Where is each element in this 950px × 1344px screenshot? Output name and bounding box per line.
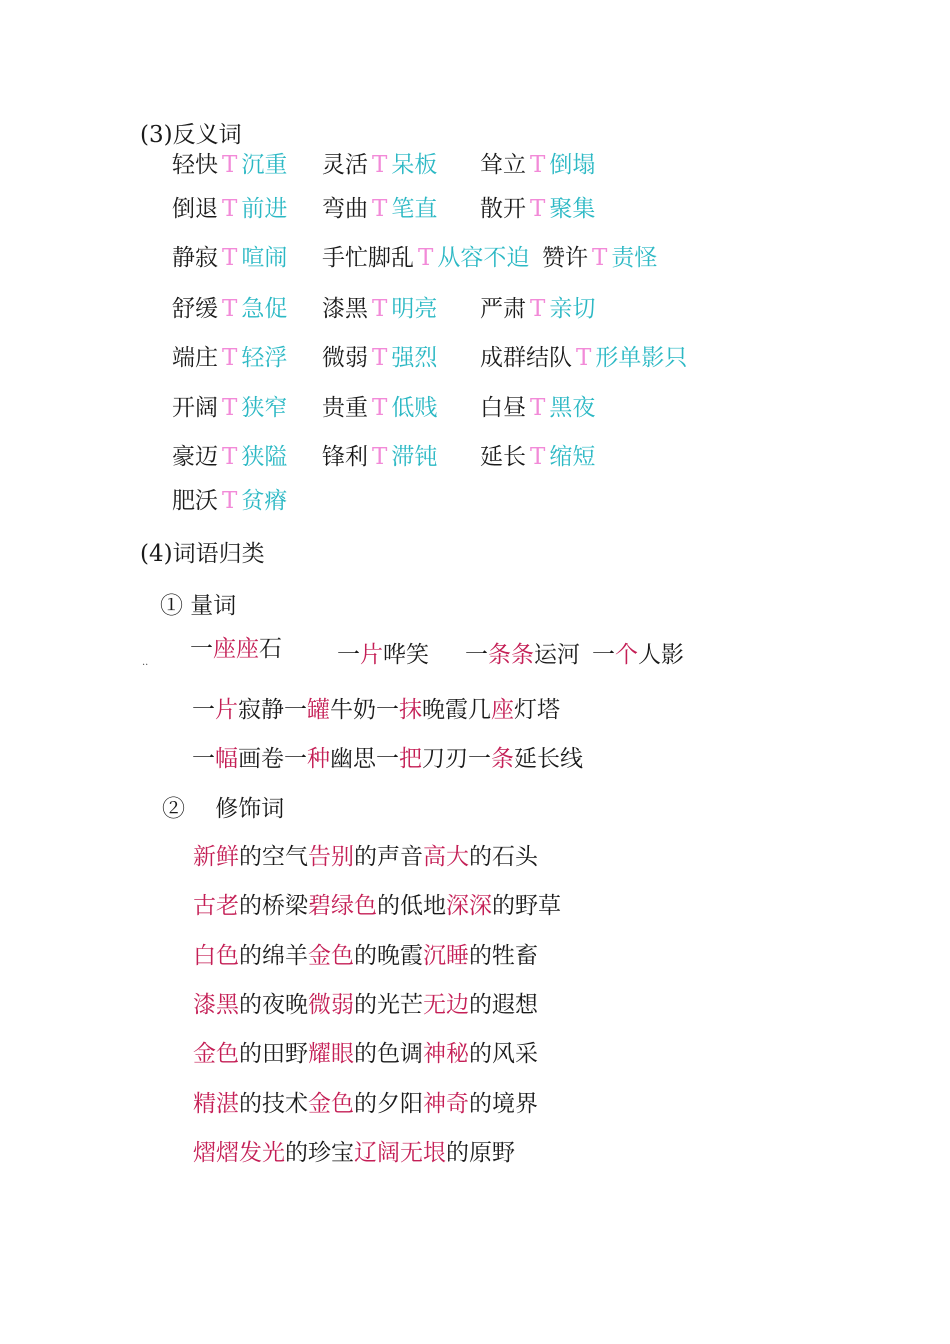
antonym-answer: 贫瘠 bbox=[241, 488, 288, 514]
antonym-word: 手忙脚乱 bbox=[322, 245, 414, 271]
modified-noun: 的桥梁 bbox=[239, 893, 308, 920]
phrase-noun: 画卷 bbox=[238, 746, 284, 772]
antonym-answer: 滞钝 bbox=[391, 444, 438, 470]
modifier-word: 高大 bbox=[423, 844, 469, 870]
antonym-answer: 狭隘 bbox=[241, 444, 288, 470]
measure-word-phrase bbox=[465, 636, 580, 669]
antonym-separator: T bbox=[222, 345, 238, 371]
modifier-phrase bbox=[423, 992, 538, 1018]
antonym-word: 开阔 bbox=[172, 395, 218, 421]
antonym-separator: T bbox=[222, 296, 238, 322]
modifier-phrase bbox=[308, 943, 423, 969]
antonym-separator: T bbox=[418, 245, 434, 271]
antonym-separator: T bbox=[222, 152, 238, 178]
phrase-prefix: 一 bbox=[337, 642, 360, 668]
modifier-word: 辽阔无垠 bbox=[354, 1139, 446, 1166]
modified-noun: 的夕阳 bbox=[354, 1090, 423, 1117]
modifier-row bbox=[193, 1035, 538, 1068]
antonym-word: 静寂 bbox=[172, 245, 218, 271]
measure-word-phrase bbox=[192, 746, 284, 772]
modifier-word: 无边 bbox=[423, 991, 469, 1018]
antonym-answer: 喧闹 bbox=[241, 245, 288, 271]
modified-noun: 的牲畜 bbox=[469, 942, 538, 969]
antonym-answer: 狭窄 bbox=[241, 395, 288, 421]
modifier-phrase bbox=[308, 1041, 423, 1067]
modified-noun: 的田野 bbox=[239, 1041, 308, 1068]
antonym-pair bbox=[322, 389, 437, 422]
modifier-phrase bbox=[423, 1091, 538, 1117]
antonym-pair bbox=[480, 438, 595, 471]
modifier-word: 告别 bbox=[308, 844, 354, 870]
modifier-row bbox=[193, 1085, 538, 1118]
antonyms-heading: (3)反义词 bbox=[140, 122, 242, 148]
modified-noun: 的夜晚 bbox=[239, 991, 308, 1018]
antonym-word: 端庄 bbox=[172, 345, 218, 371]
antonym-pair bbox=[172, 190, 287, 223]
modifier-word: 金色 bbox=[308, 1090, 354, 1117]
measure-word: 抹 bbox=[399, 697, 422, 723]
measure-word-phrase bbox=[284, 697, 376, 723]
antonym-separator: T bbox=[592, 245, 608, 271]
antonym-answer: 笔直 bbox=[391, 196, 438, 222]
measure-word-phrase bbox=[284, 746, 376, 772]
antonym-word: 豪迈 bbox=[172, 444, 218, 470]
measure-word-row bbox=[192, 740, 583, 773]
phrase-prefix: 一 bbox=[376, 697, 399, 723]
antonym-word: 灵活 bbox=[322, 152, 368, 178]
modifier-row bbox=[193, 1134, 515, 1167]
antonym-answer: 责怪 bbox=[611, 245, 658, 271]
antonym-answer: 急促 bbox=[241, 296, 288, 322]
phrase-noun: 运河 bbox=[534, 642, 580, 668]
antonym-separator: T bbox=[222, 395, 238, 421]
modified-noun: 的风采 bbox=[469, 1041, 538, 1068]
antonym-word: 舒缓 bbox=[172, 296, 218, 322]
phrase-noun: 哗笑 bbox=[383, 642, 429, 668]
antonym-pair bbox=[172, 482, 287, 515]
modifier-phrase bbox=[446, 893, 561, 919]
antonym-word: 贵重 bbox=[322, 395, 368, 421]
antonym-answer: 黑夜 bbox=[549, 395, 596, 421]
phrase-prefix: 一 bbox=[192, 746, 215, 772]
phrase-prefix: 一 bbox=[376, 746, 399, 772]
antonym-pair bbox=[172, 389, 287, 422]
modifier-word: 古老 bbox=[193, 893, 239, 920]
modifier-row bbox=[193, 986, 538, 1019]
modifier-phrase bbox=[193, 1041, 308, 1067]
antonym-pair bbox=[322, 438, 437, 471]
antonym-pair bbox=[172, 239, 287, 272]
phrase-noun: 幽思 bbox=[330, 746, 376, 772]
modifier-word: 熠熠发光 bbox=[193, 1139, 285, 1166]
measure-word: 座 bbox=[491, 697, 514, 723]
antonym-word: 延长 bbox=[480, 444, 526, 470]
measure-word: 幅 bbox=[215, 746, 238, 772]
antonym-answer: 低贱 bbox=[391, 395, 438, 421]
antonym-pair bbox=[480, 389, 595, 422]
antonym-pair bbox=[322, 290, 437, 323]
antonym-word: 倒退 bbox=[172, 196, 218, 222]
phrase-prefix: 一 bbox=[190, 636, 213, 662]
antonym-word: 轻快 bbox=[172, 152, 218, 178]
antonym-answer: 亲切 bbox=[549, 296, 596, 322]
antonym-answer: 轻浮 bbox=[241, 345, 288, 371]
measure-word-row bbox=[192, 691, 560, 724]
modifier-phrase bbox=[423, 1041, 538, 1067]
measure-word: 片 bbox=[215, 697, 238, 723]
modifier-row bbox=[193, 838, 538, 871]
phrase-noun: 寂静 bbox=[238, 697, 284, 723]
antonym-pair bbox=[172, 146, 287, 179]
phrase-prefix: 一 bbox=[284, 697, 307, 723]
modified-noun: 的野草 bbox=[492, 893, 561, 920]
measure-word-phrase bbox=[192, 697, 284, 723]
phrase-noun: 灯塔 bbox=[514, 697, 560, 723]
modifier-word: 精湛 bbox=[193, 1090, 239, 1117]
modified-noun: 的光芒 bbox=[354, 991, 423, 1018]
antonym-answer: 呆板 bbox=[391, 152, 438, 178]
modified-noun: 的原野 bbox=[446, 1139, 515, 1166]
modifier-word: 漆黑 bbox=[193, 991, 239, 1018]
antonym-word: 严肃 bbox=[480, 296, 526, 322]
antonym-pair bbox=[172, 290, 287, 323]
modifier-phrase bbox=[193, 943, 308, 969]
phrase-noun: 延长线 bbox=[514, 746, 583, 772]
antonym-word: 散开 bbox=[480, 196, 526, 222]
modifier-row bbox=[193, 937, 538, 970]
measure-word: 条 bbox=[491, 746, 514, 772]
measure-word-phrase bbox=[337, 636, 429, 669]
antonym-word: 赞许 bbox=[542, 245, 588, 271]
modifier-word: 微弱 bbox=[308, 991, 354, 1018]
modifier-word: 神奇 bbox=[423, 1090, 469, 1117]
antonym-pair bbox=[480, 190, 595, 223]
antonym-separator: T bbox=[222, 444, 238, 470]
stray-mark: ·· bbox=[142, 660, 149, 671]
antonym-word: 肥沃 bbox=[172, 488, 218, 514]
antonym-pair bbox=[542, 239, 657, 272]
phrase-prefix: 一 bbox=[592, 642, 615, 668]
modifier-phrase bbox=[308, 992, 423, 1018]
antonym-word: 漆黑 bbox=[322, 296, 368, 322]
modifier-phrase bbox=[308, 1091, 423, 1117]
modifier-phrase bbox=[193, 1140, 354, 1166]
antonym-answer: 聚集 bbox=[549, 196, 596, 222]
modified-noun: 的技术 bbox=[239, 1090, 308, 1117]
antonym-answer: 从容不迫 bbox=[437, 245, 530, 271]
antonym-separator: T bbox=[222, 488, 238, 514]
antonym-word: 耸立 bbox=[480, 152, 526, 178]
modifier-phrase bbox=[193, 893, 308, 919]
antonym-pair bbox=[322, 146, 437, 179]
measure-word: 条条 bbox=[488, 642, 534, 668]
antonym-answer: 缩短 bbox=[549, 444, 596, 470]
phrase-noun: 牛奶 bbox=[330, 697, 376, 723]
antonym-separator: T bbox=[530, 196, 546, 222]
antonym-pair bbox=[172, 339, 287, 372]
antonym-separator: T bbox=[372, 345, 388, 371]
antonym-separator: T bbox=[530, 395, 546, 421]
antonym-pair bbox=[480, 290, 595, 323]
measure-word: 片 bbox=[360, 642, 383, 668]
antonym-word: 弯曲 bbox=[322, 196, 368, 222]
measure-word-phrase bbox=[592, 636, 684, 669]
modifier-word: 沉睡 bbox=[423, 942, 469, 969]
antonym-separator: T bbox=[372, 196, 388, 222]
modified-noun: 的珍宝 bbox=[285, 1139, 354, 1166]
modifier-word: 深深 bbox=[446, 893, 492, 920]
modifier-phrase bbox=[308, 844, 423, 870]
modifier-phrase bbox=[423, 943, 538, 969]
antonym-separator: T bbox=[530, 296, 546, 322]
modified-noun: 的石头 bbox=[469, 844, 538, 870]
modifier-phrase bbox=[193, 992, 308, 1018]
antonym-word: 白昼 bbox=[480, 395, 526, 421]
antonym-answer: 明亮 bbox=[391, 296, 438, 322]
modifier-word: 金色 bbox=[193, 1041, 239, 1068]
modified-noun: 的绵羊 bbox=[239, 942, 308, 969]
antonym-separator: T bbox=[372, 296, 388, 322]
measure-word-phrase bbox=[468, 697, 560, 723]
modifier-phrase bbox=[193, 844, 308, 870]
modified-noun: 的遐想 bbox=[469, 991, 538, 1018]
antonym-separator: T bbox=[372, 444, 388, 470]
modifier-word: 耀眼 bbox=[308, 1041, 354, 1068]
antonym-answer: 强烈 bbox=[391, 345, 438, 371]
antonym-answer: 倒塌 bbox=[549, 152, 596, 178]
modifier-word: 新鲜 bbox=[193, 844, 239, 870]
measure-word-phrase bbox=[190, 630, 282, 663]
phrase-prefix: 一 bbox=[465, 642, 488, 668]
antonym-pair bbox=[480, 146, 595, 179]
antonym-separator: T bbox=[222, 196, 238, 222]
modifiers-label: ② 修饰词 bbox=[162, 796, 285, 822]
phrase-noun: 石 bbox=[259, 636, 282, 662]
modifier-phrase bbox=[354, 1140, 515, 1166]
antonym-pair bbox=[480, 339, 687, 372]
measure-word-phrase bbox=[376, 697, 468, 723]
modified-noun: 的空气 bbox=[239, 844, 308, 870]
antonym-separator: T bbox=[530, 152, 546, 178]
phrase-prefix: 一 bbox=[468, 746, 491, 772]
measure-word-phrase bbox=[376, 746, 468, 772]
antonym-separator: T bbox=[530, 444, 546, 470]
modified-noun: 的声音 bbox=[354, 844, 423, 870]
modifier-phrase bbox=[193, 1091, 308, 1117]
antonym-separator: T bbox=[372, 395, 388, 421]
measure-word-phrase bbox=[468, 746, 583, 772]
phrase-prefix: 几 bbox=[468, 697, 491, 723]
measure-word: 罐 bbox=[307, 697, 330, 723]
measure-word: 个 bbox=[615, 642, 638, 668]
modifier-phrase bbox=[423, 844, 538, 870]
modified-noun: 的晚霞 bbox=[354, 942, 423, 969]
antonym-separator: T bbox=[222, 245, 238, 271]
modifier-word: 神秘 bbox=[423, 1041, 469, 1068]
antonym-word: 微弱 bbox=[322, 345, 368, 371]
modifier-word: 碧绿色 bbox=[308, 893, 377, 920]
antonym-separator: T bbox=[372, 152, 388, 178]
antonym-pair bbox=[322, 190, 437, 223]
phrase-prefix: 一 bbox=[192, 697, 215, 723]
antonym-word: 锋利 bbox=[322, 444, 368, 470]
phrase-prefix: 一 bbox=[284, 746, 307, 772]
modifier-row bbox=[193, 887, 561, 920]
modified-noun: 的境界 bbox=[469, 1090, 538, 1117]
antonym-answer: 沉重 bbox=[241, 152, 288, 178]
measure-word: 把 bbox=[399, 746, 422, 772]
antonym-answer: 前进 bbox=[241, 196, 288, 222]
antonym-answer: 形单影只 bbox=[595, 345, 688, 371]
phrase-noun: 刀刃 bbox=[422, 746, 468, 772]
antonym-word: 成群结队 bbox=[480, 345, 572, 371]
antonym-separator: T bbox=[576, 345, 592, 371]
classification-heading: (4)词语归类 bbox=[140, 541, 265, 567]
modifier-word: 白色 bbox=[193, 942, 239, 969]
modified-noun: 的低地 bbox=[377, 893, 446, 920]
phrase-noun: 晚霞 bbox=[422, 697, 468, 723]
modifier-word: 金色 bbox=[308, 942, 354, 969]
phrase-noun: 人影 bbox=[638, 642, 684, 668]
modified-noun: 的色调 bbox=[354, 1041, 423, 1068]
measure-word: 座座 bbox=[213, 636, 259, 662]
antonym-pair bbox=[322, 239, 529, 272]
antonym-pair bbox=[172, 438, 287, 471]
antonym-pair bbox=[322, 339, 437, 372]
measure-words-label: ① 量词 bbox=[160, 593, 237, 619]
measure-word: 种 bbox=[307, 746, 330, 772]
modifier-phrase bbox=[308, 893, 446, 919]
